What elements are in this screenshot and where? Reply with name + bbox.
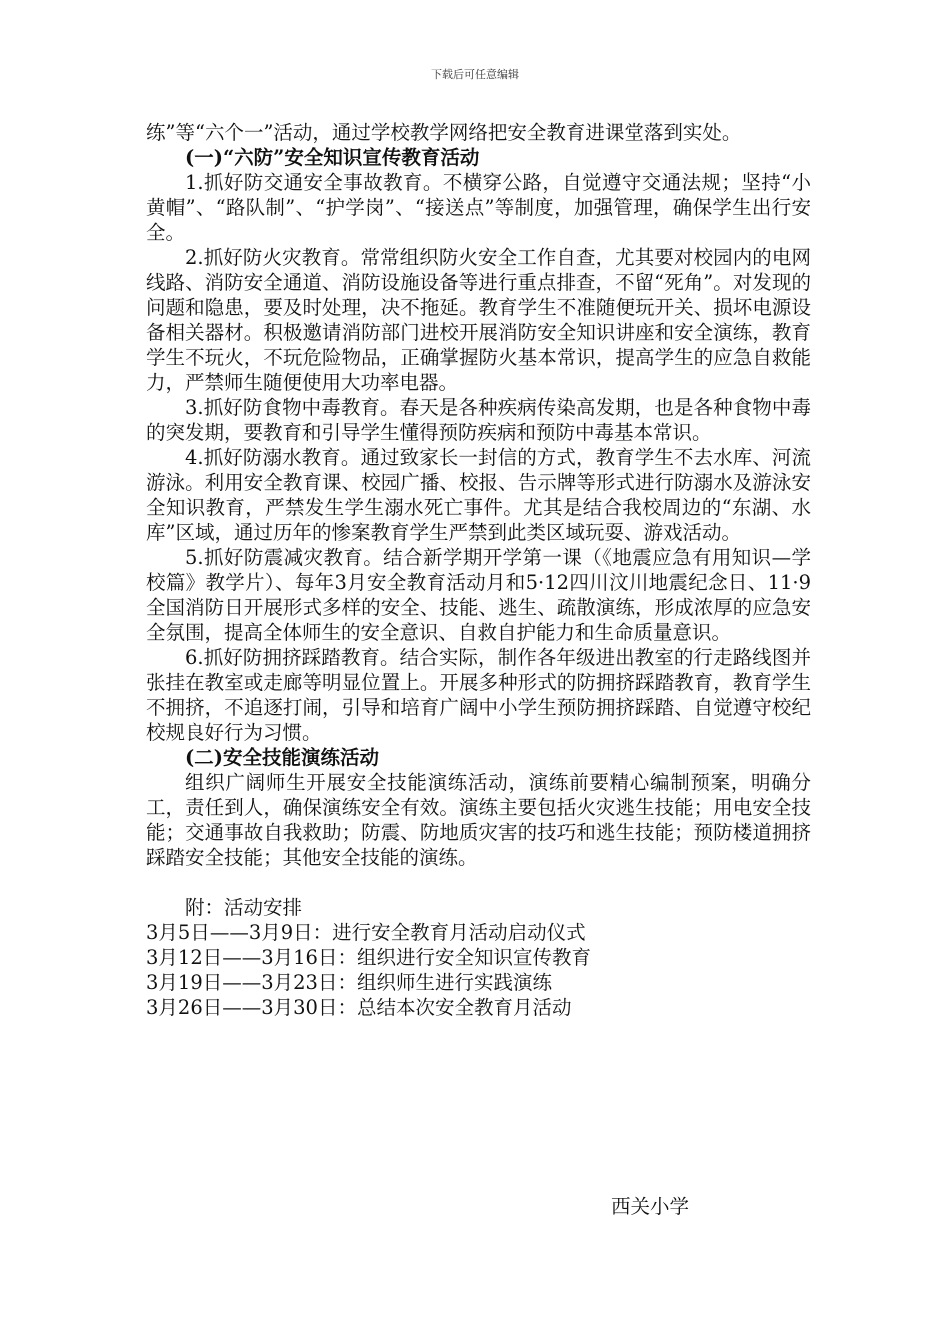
paragraph-skill-drills: 组织广阔师生开展安全技能演练活动，演练前要精心编制预案，明确分工，责任到人，确保演练安全有效。演练主要包括火灾逃生技能；用电安全技能；交通事故自我救助；防震、防地质灾害的技巧和逃生技能；预防楼道拥挤踩踏安全技能；其他安全技能的演练。 (146, 771, 811, 869)
schedule-item: 3月5日——3月9日：进行安全教育月活动启动仪式 (146, 921, 586, 944)
paragraph-food-poisoning: 3.抓好防食物中毒教育。春天是各种疾病传染高发期，也是各种食物中毒的突发期，要教育和引导学生懂得预防疾病和预防中毒基本常识。 (146, 396, 811, 444)
schedule-item: 3月26日——3月30日：总结本次安全教育月活动 (146, 996, 572, 1019)
schedule-item: 3月19日——3月23日：组织师生进行实践演练 (146, 971, 552, 994)
blank-line (146, 870, 811, 895)
page-header-note: 下载后可任意编辑 (431, 68, 519, 81)
paragraph-fire-safety: 2.抓好防火灾教育。常常组织防火安全工作自查，尤其要对校园内的电网线路、消防安全通道、消防设施设备等进行重点排查，不留“死角”。对发现的问题和隐患，要及时处理，决不拖延。教育学生不准随便玩开关、损坏电源设备相关器材。积极邀请消防部门进校开展消防安全知识讲座和安全演练，教育学生不玩火，不玩危险物品，正确掌握防火基本常识，提高学生的应急自救能力，严禁师生随便使用大功率电器。 (146, 246, 811, 394)
section-heading-skill-drills: (二)安全技能演练活动 (185, 746, 379, 769)
schedule-title: 附：活动安排 (185, 896, 303, 919)
schedule-item: 3月12日——3月16日：组织进行安全知识宣传教育 (146, 946, 591, 969)
document-body (146, 120, 811, 1020)
section-heading-six-prevention: (一)“六防”安全知识宣传教育活动 (185, 146, 480, 169)
paragraph-earthquake-prevention: 5.抓好防震减灾教育。结合新学期开学第一课（《地震应急有用知识—学校篇》教学片）、每年3月安全教育活动月和5·12四川汶川地震纪念日、11·9全国消防日开展形式多样的安全、技能、逃生、疏散演练，形成浓厚的应急安全氛围，提高全体师生的安全意识、自救自护能力和生命质量意识。 (146, 546, 811, 644)
paragraph-traffic-safety: 1.抓好防交通安全事故教育。不横穿公路，自觉遵守交通法规；坚持“小黄帽”、“路队制”、“护学岗”、“接送点”等制度，加强管理，确保学生出行安全。 (146, 171, 811, 244)
paragraph-stampede-prevention: 6.抓好防拥挤踩踏教育。结合实际，制作各年级进出教室的行走路线图并张挂在教室或走廊等明显位置上。开展多种形式的防拥挤踩踏教育，教育学生不拥挤，不追逐打闹，引导和培育广阔中小学生预防拥挤踩踏、自觉遵守校纪校规良好行为习惯。 (146, 646, 811, 744)
paragraph-drowning-prevention: 4.抓好防溺水教育。通过致家长一封信的方式，教育学生不去水库、河流游泳。利用安全教育课、校园广播、校报、告示牌等形式进行防溺水及游泳安全知识教育，严禁发生学生溺水死亡事件。尤其是结合我校周边的“东湖、水库”区域，通过历年的惨案教育学生严禁到此类区域玩耍、游戏活动。 (146, 446, 811, 544)
signature-school-name: 西关小学 (611, 1195, 690, 1218)
paragraph-intro-continued: 练”等“六个一”活动，通过学校教学网络把安全教育进课堂落到实处。 (146, 121, 742, 144)
